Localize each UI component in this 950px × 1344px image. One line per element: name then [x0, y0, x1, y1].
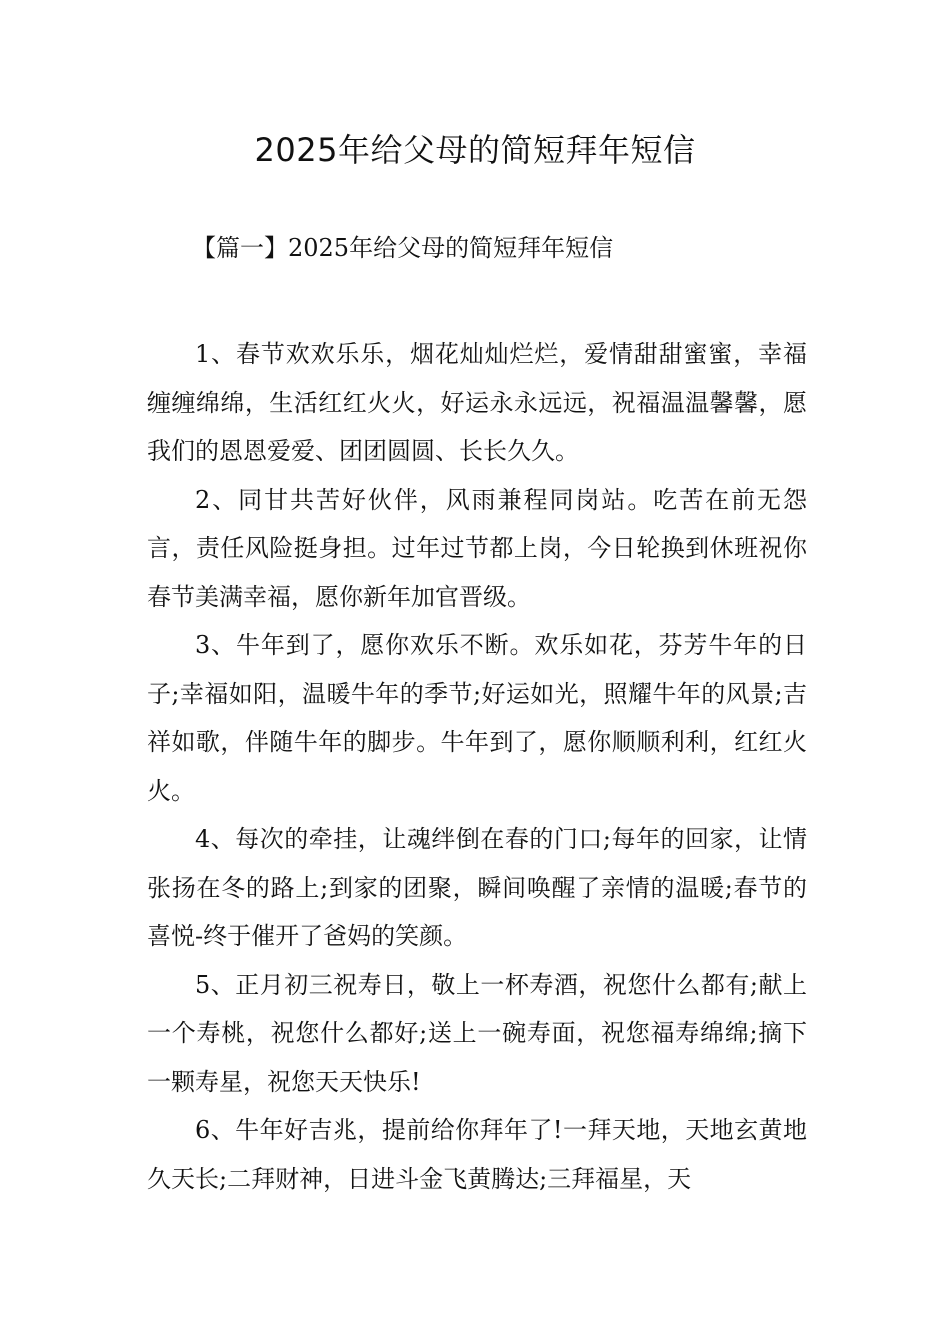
document-title: 2025年给父母的简短拜年短信: [254, 131, 696, 169]
section-heading: 【篇一】2025年给父母的简短拜年短信: [192, 234, 614, 262]
paragraph-1: 1、春节欢欢乐乐，烟花灿灿烂烂，爱情甜甜蜜蜜，幸福缠缠绵绵，生活红红火火，好运永永远远，祝福温温馨馨，愿我们的恩恩爱爱、团团圆圆、长长久久。: [147, 340, 807, 465]
paragraph-6: 6、牛年好吉兆，提前给你拜年了!一拜天地，天地玄黄地久天长;二拜财神，日进斗金飞黄腾达;三拜福星，天: [147, 1116, 807, 1193]
paragraph-3: 3、牛年到了，愿你欢乐不断。欢乐如花，芬芳牛年的日子;幸福如阳，温暖牛年的季节;好运如光，照耀牛年的风景;吉祥如歌，伴随牛年的脚步。牛年到了，愿你顺顺利利，红红火火。: [147, 631, 807, 805]
paragraph-5: 5、正月初三祝寿日，敬上一杯寿酒，祝您什么都有;献上一个寿桃，祝您什么都好;送上一碗寿面，祝您福寿绵绵;摘下一颗寿星，祝您天天快乐!: [147, 970, 807, 1096]
paragraph-2: 2、同甘共苦好伙伴，风雨兼程同岗站。吃苦在前无怨言，责任风险挺身担。过年过节都上岗，今日轮换到休班祝你春节美满幸福，愿你新年加官晋级。: [147, 485, 807, 611]
document-body: [147, 330, 807, 1203]
paragraph-4: 4、每次的牵挂，让魂绊倒在春的门口;每年的回家，让情张扬在冬的路上;到家的团聚，瞬间唤醒了亲情的温暖;春节的喜悦-终于催开了爸妈的笑颜。: [147, 825, 807, 950]
